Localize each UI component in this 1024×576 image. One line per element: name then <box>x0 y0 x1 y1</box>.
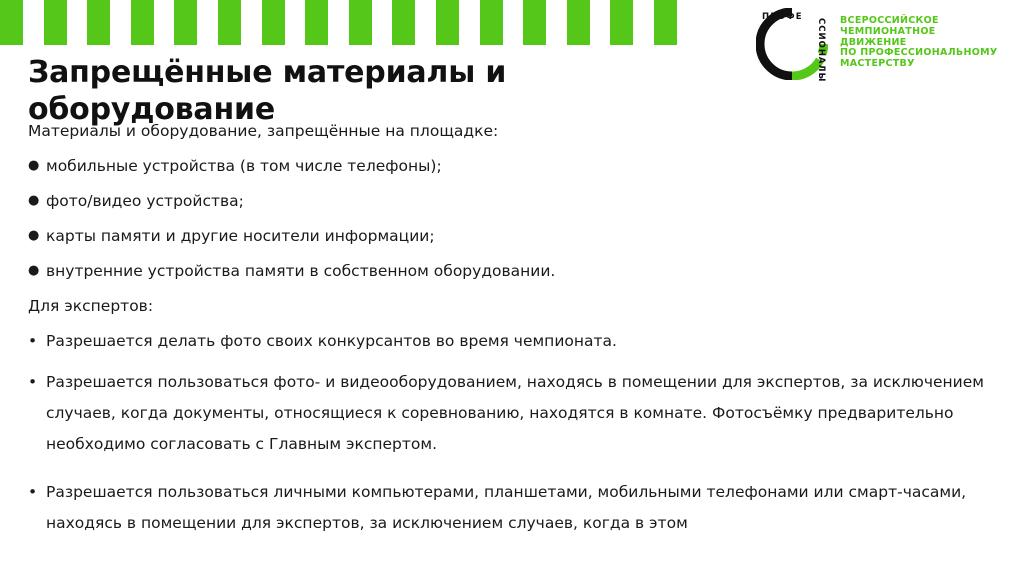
list-item <box>28 262 988 280</box>
logo <box>756 6 1006 82</box>
stripe <box>523 0 567 45</box>
stripe <box>262 0 306 45</box>
intro-paragraph: Материалы и оборудование, запрещённые на площадке: <box>28 122 499 140</box>
stripe <box>349 0 393 45</box>
stripe <box>436 0 480 45</box>
list-item <box>28 332 988 350</box>
top-stripe-decoration <box>0 0 710 45</box>
stripe <box>131 0 175 45</box>
stripe <box>654 0 698 45</box>
bullet-icon: • <box>28 373 38 391</box>
list-item <box>28 192 988 210</box>
stripe <box>480 0 524 45</box>
logo-tagline-line: ДВИЖЕНИЕ <box>840 36 907 48</box>
list-item <box>28 157 988 175</box>
logo-tagline-line: МАСТЕРСТВУ <box>840 58 915 70</box>
bullet-icon: ● <box>28 228 40 243</box>
list-item-label: Разрешается делать фото своих конкурсантов во время чемпионата. <box>46 332 617 350</box>
list-item-label: фото/видео устройства; <box>46 192 244 210</box>
list-item <box>28 477 988 539</box>
page-title: Запрещённые материалы и оборудование <box>28 55 507 127</box>
bullet-icon: • <box>28 332 38 350</box>
list-item-label: мобильные устройства (в том числе телефоны); <box>46 157 442 175</box>
logo-wordmark-left: ПРОФЕ <box>762 12 803 22</box>
bullet-icon: • <box>28 483 38 501</box>
stripe <box>0 0 44 45</box>
list-item <box>28 367 988 460</box>
logo-wordmark-vertical: ССИОНАЛЫ <box>816 18 826 83</box>
list-item <box>28 227 988 245</box>
bullet-icon: ● <box>28 158 40 173</box>
list-item-label: Разрешается пользоваться личными компьютерами, планшетами, мобильными телефонами или смарт-часами, находясь в помещении для экспертов, за исключением случаев, когда в этом <box>46 483 967 532</box>
stripe <box>610 0 654 45</box>
stripe <box>218 0 262 45</box>
logo-tagline <box>840 16 997 70</box>
stripe <box>174 0 218 45</box>
bullet-icon: ● <box>28 263 40 278</box>
list-item-label: Разрешается пользоваться фото- и видеооборудованием, находясь в помещении для экспертов, за исключением случаев, когда документы, относящиеся к соревнованию, находятся в комнате. Фотосъёмку предварительно необходимо согласовать с Главным экспертом. <box>46 373 984 453</box>
list-item-label: внутренние устройства памяти в собственном оборудовании. <box>46 262 556 280</box>
stripe <box>567 0 611 45</box>
stripe <box>87 0 131 45</box>
list-item-label: карты памяти и другие носители информации; <box>46 227 435 245</box>
experts-heading: Для экспертов: <box>28 297 154 315</box>
stripe <box>44 0 88 45</box>
logo-tagline-line: ВСЕРОССИЙСКОЕ <box>840 15 939 26</box>
logo-tagline-line: ПО ПРОФЕССИОНАЛЬНОМУ <box>840 47 998 59</box>
bullet-icon: ● <box>28 193 40 208</box>
stripe <box>392 0 436 45</box>
stripe <box>305 0 349 45</box>
slide-body <box>28 122 988 539</box>
logo-tagline-line: ЧЕМПИОНАТНОЕ <box>840 25 936 37</box>
